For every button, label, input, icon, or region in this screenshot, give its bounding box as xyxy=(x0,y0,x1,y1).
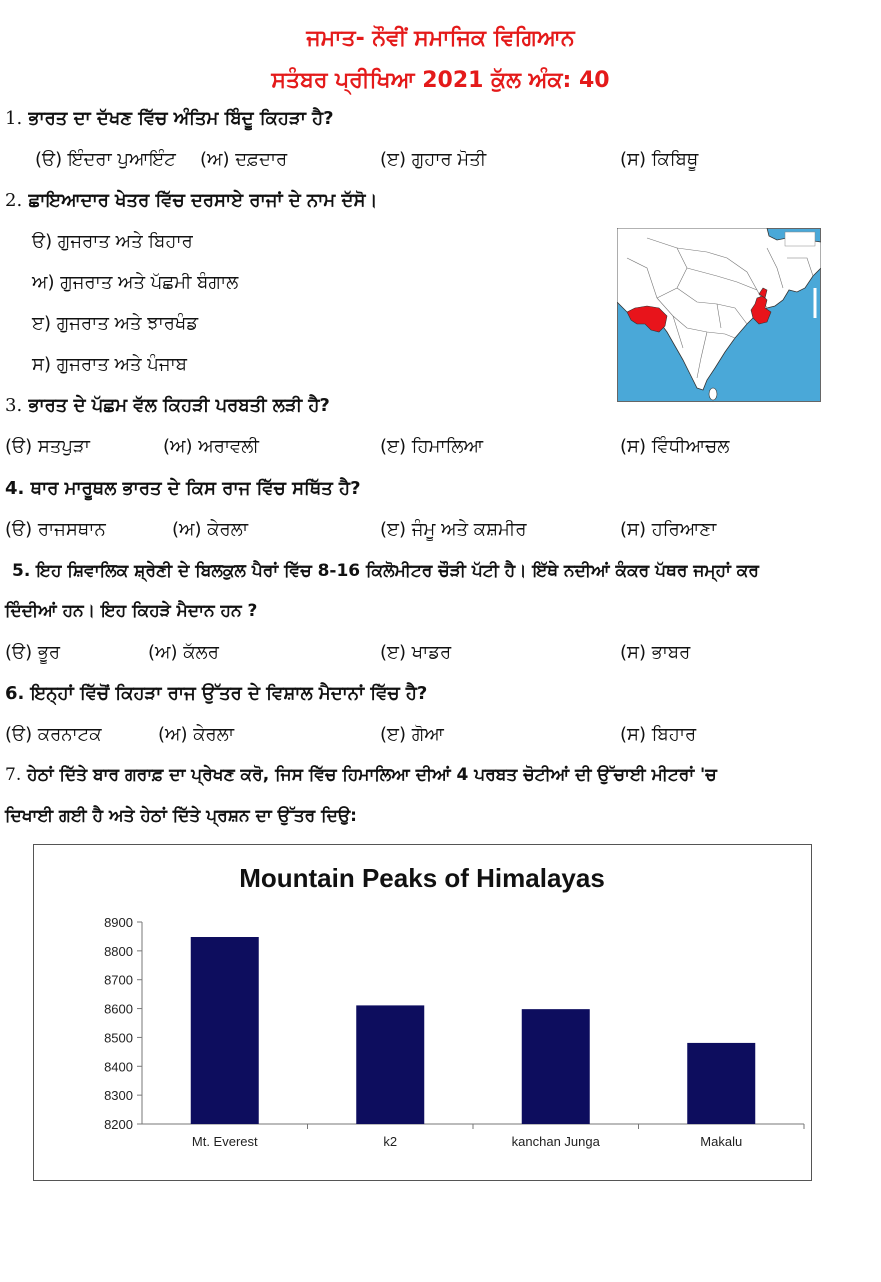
q4-option-a: (ੳ) ਰਾਜਸਥਾਨ xyxy=(5,519,106,540)
q4-option-d: (ਸ) ਹਰਿਆਣਾ xyxy=(620,519,717,540)
q6-option-a: (ੳ) ਕਰਨਾਟਕ xyxy=(5,724,102,745)
question-number: 3. xyxy=(5,395,23,416)
question-4 xyxy=(5,478,361,499)
x-category-label: kanchan Junga xyxy=(511,1134,600,1149)
question-number: 5. xyxy=(12,561,31,581)
chart-title: Mountain Peaks of Himalayas xyxy=(239,863,605,893)
q6-option-d: (ਸ) ਬਿਹਾਰ xyxy=(620,724,697,745)
question-number: 7. xyxy=(5,765,22,785)
bar xyxy=(356,1005,424,1124)
q1-option-a: (ੳ) ਇੰਦਰਾ ਪੁਆਇੰਟ xyxy=(35,149,176,170)
q5-option-a: (ੳ) ਭੂਰ xyxy=(5,642,61,663)
map-legend-box xyxy=(785,232,815,246)
y-tick-label: 8600 xyxy=(104,1001,133,1017)
question-number: 2. xyxy=(5,190,23,211)
q2-option-a: ੳ) ਗੁਜਰਾਤ ਅਤੇ ਬਿਹਾਰ xyxy=(32,231,193,252)
q1-option-c: (ੲ) ਗੁਹਾਰ ਮੋਤੀ xyxy=(380,149,487,170)
q1-option-b: (ਅ) ਦਫ਼ਦਾਰ xyxy=(200,149,288,170)
x-category-label: Mt. Everest xyxy=(191,1134,258,1149)
q4-option-c: (ੲ) ਜੰਮੂ ਅਤੇ ਕਸ਼ਮੀਰ xyxy=(380,519,527,540)
bar-chart xyxy=(34,845,810,1179)
x-category-label: Makalu xyxy=(700,1134,743,1149)
exam-subtitle: ਸਤੰਬਰ ਪ੍ਰੀਖਿਆ 2021 ਕੁੱਲ ਅੰਕ: 40 xyxy=(271,68,610,93)
y-tick-label: 8200 xyxy=(104,1117,133,1132)
q3-option-d: (ਸ) ਵਿੰਧੀਆਚਲ xyxy=(620,436,730,457)
question-2 xyxy=(5,190,378,211)
question-text-line-1: ਇਹ ਸ਼ਿਵਾਲਿਕ ਸ਼੍ਰੇਣੀ ਦੇ ਬਿਲਕੁਲ ਪੈਰਾਂ ਵਿੱਚ 8-16 ਕਿਲੋਮੀਟਰ ਚੌੜੀ ਪੱਟੀ ਹੈ। ਇੱਥੇ ਨਦੀਆਂ ਕੰਕਰ ਪੱਥਰ ਜਮ੍ਹਾਂ ਕਰ xyxy=(36,561,759,581)
question-1 xyxy=(5,108,334,129)
q2-option-b: ਅ) ਗੁਜਰਾਤ ਅਤੇ ਪੱਛਮੀ ਬੰਗਾਲ xyxy=(32,272,239,293)
q3-option-c: (ੲ) ਹਿਮਾਲਿਆ xyxy=(380,436,484,457)
india-map xyxy=(617,228,821,402)
map-sri-lanka xyxy=(709,388,717,400)
question-text-line-2: ਦਿਖਾਈ ਗਈ ਹੈ ਅਤੇ ਹੇਠਾਂ ਦਿੱਤੇ ਪ੍ਰਸ਼ਨ ਦਾ ਉੱਤਰ ਦਿਉ: xyxy=(5,806,357,826)
bar-chart-frame xyxy=(33,844,812,1181)
question-text: ਭਾਰਤ ਦੇ ਪੱਛਮ ਵੱਲ ਕਿਹੜੀ ਪਰਬਤੀ ਲੜੀ ਹੈ? xyxy=(28,395,330,416)
y-tick-label: 8400 xyxy=(104,1059,133,1075)
question-number: 4. xyxy=(5,478,25,499)
question-number: 6. xyxy=(5,683,25,704)
question-7 xyxy=(5,765,717,785)
worksheet-title: ਜਮਾਤ- ਨੌਵੀਂ ਸਮਾਜਿਕ ਵਿਗਿਆਨ xyxy=(306,26,575,51)
q5-option-c: (ੲ) ਖਾਡਰ xyxy=(380,642,452,663)
y-tick-label: 8800 xyxy=(104,943,133,959)
q3-option-b: (ਅ) ਅਰਾਵਲੀ xyxy=(163,436,259,457)
q2-option-d: ਸ) ਗੁਜਰਾਤ ਅਤੇ ਪੰਜਾਬ xyxy=(32,354,188,375)
question-5 xyxy=(12,561,759,581)
bar xyxy=(522,1009,590,1124)
q6-option-b: (ਅ) ਕੇਰਲਾ xyxy=(158,724,234,745)
y-tick-label: 8700 xyxy=(104,972,133,988)
question-6 xyxy=(5,683,427,704)
question-text: ਇਨ੍ਹਾਂ ਵਿੱਚੋਂ ਕਿਹੜਾ ਰਾਜ ਉੱਤਰ ਦੇ ਵਿਸ਼ਾਲ ਮੈਦਾਨਾਂ ਵਿੱਚ ਹੈ? xyxy=(30,683,428,704)
q5-option-b: (ਅ) ਕੱਲਰ xyxy=(148,642,219,663)
x-category-label: k2 xyxy=(383,1134,398,1149)
y-tick-label: 8500 xyxy=(104,1030,133,1046)
y-tick-label: 8900 xyxy=(104,915,133,930)
question-text-line-1: ਹੇਠਾਂ ਦਿੱਤੇ ਬਾਰ ਗਰਾਫ਼ ਦਾ ਪ੍ਰੇਖਣ ਕਰੋ, ਜਿਸ ਵਿੱਚ ਹਿਮਾਲਿਆ ਦੀਆਂ 4 ਪਰਬਤ ਚੋਟੀਆਂ ਦੀ ਉੱਚਾਈ ਮੀਟਰਾਂ 'ਚ xyxy=(27,765,717,785)
y-tick-label: 8300 xyxy=(104,1088,133,1104)
question-text: ਛਾਇਆਦਾਰ ਖੇਤਰ ਵਿੱਚ ਦਰਸਾਏ ਰਾਜਾਂ ਦੇ ਨਾਮ ਦੱਸੋ। xyxy=(28,190,378,211)
q1-option-d: (ਸ) ਕਿਬਿਥੂ xyxy=(620,149,699,170)
question-text: ਭਾਰਤ ਦਾ ਦੱਖਣ ਵਿੱਚ ਅੰਤਿਮ ਬਿੰਦੂ ਕਿਹੜਾ ਹੈ? xyxy=(28,108,334,129)
question-text-line-2: ਦਿੰਦੀਆਂ ਹਨ। ਇਹ ਕਿਹੜੇ ਮੈਦਾਨ ਹਨ ? xyxy=(5,601,258,621)
q2-option-c: ੲ) ਗੁਜਰਾਤ ਅਤੇ ਝਾਰਖੰਡ xyxy=(32,313,199,334)
bar xyxy=(687,1043,755,1124)
bar xyxy=(191,937,259,1124)
question-3 xyxy=(5,395,330,416)
question-text: ਥਾਰ ਮਾਰੂਥਲ ਭਾਰਤ ਦੇ ਕਿਸ ਰਾਜ ਵਿੱਚ ਸਥਿੱਤ ਹੈ? xyxy=(30,478,361,499)
q6-option-c: (ੲ) ਗੋਆ xyxy=(380,724,444,745)
q5-option-d: (ਸ) ਭਾਬਰ xyxy=(620,642,691,663)
chart-plot-area xyxy=(104,915,804,1149)
q3-option-a: (ੳ) ਸਤਪੁੜਾ xyxy=(5,436,90,457)
question-number: 1. xyxy=(5,108,23,129)
q4-option-b: (ਅ) ਕੇਰਲਾ xyxy=(172,519,248,540)
